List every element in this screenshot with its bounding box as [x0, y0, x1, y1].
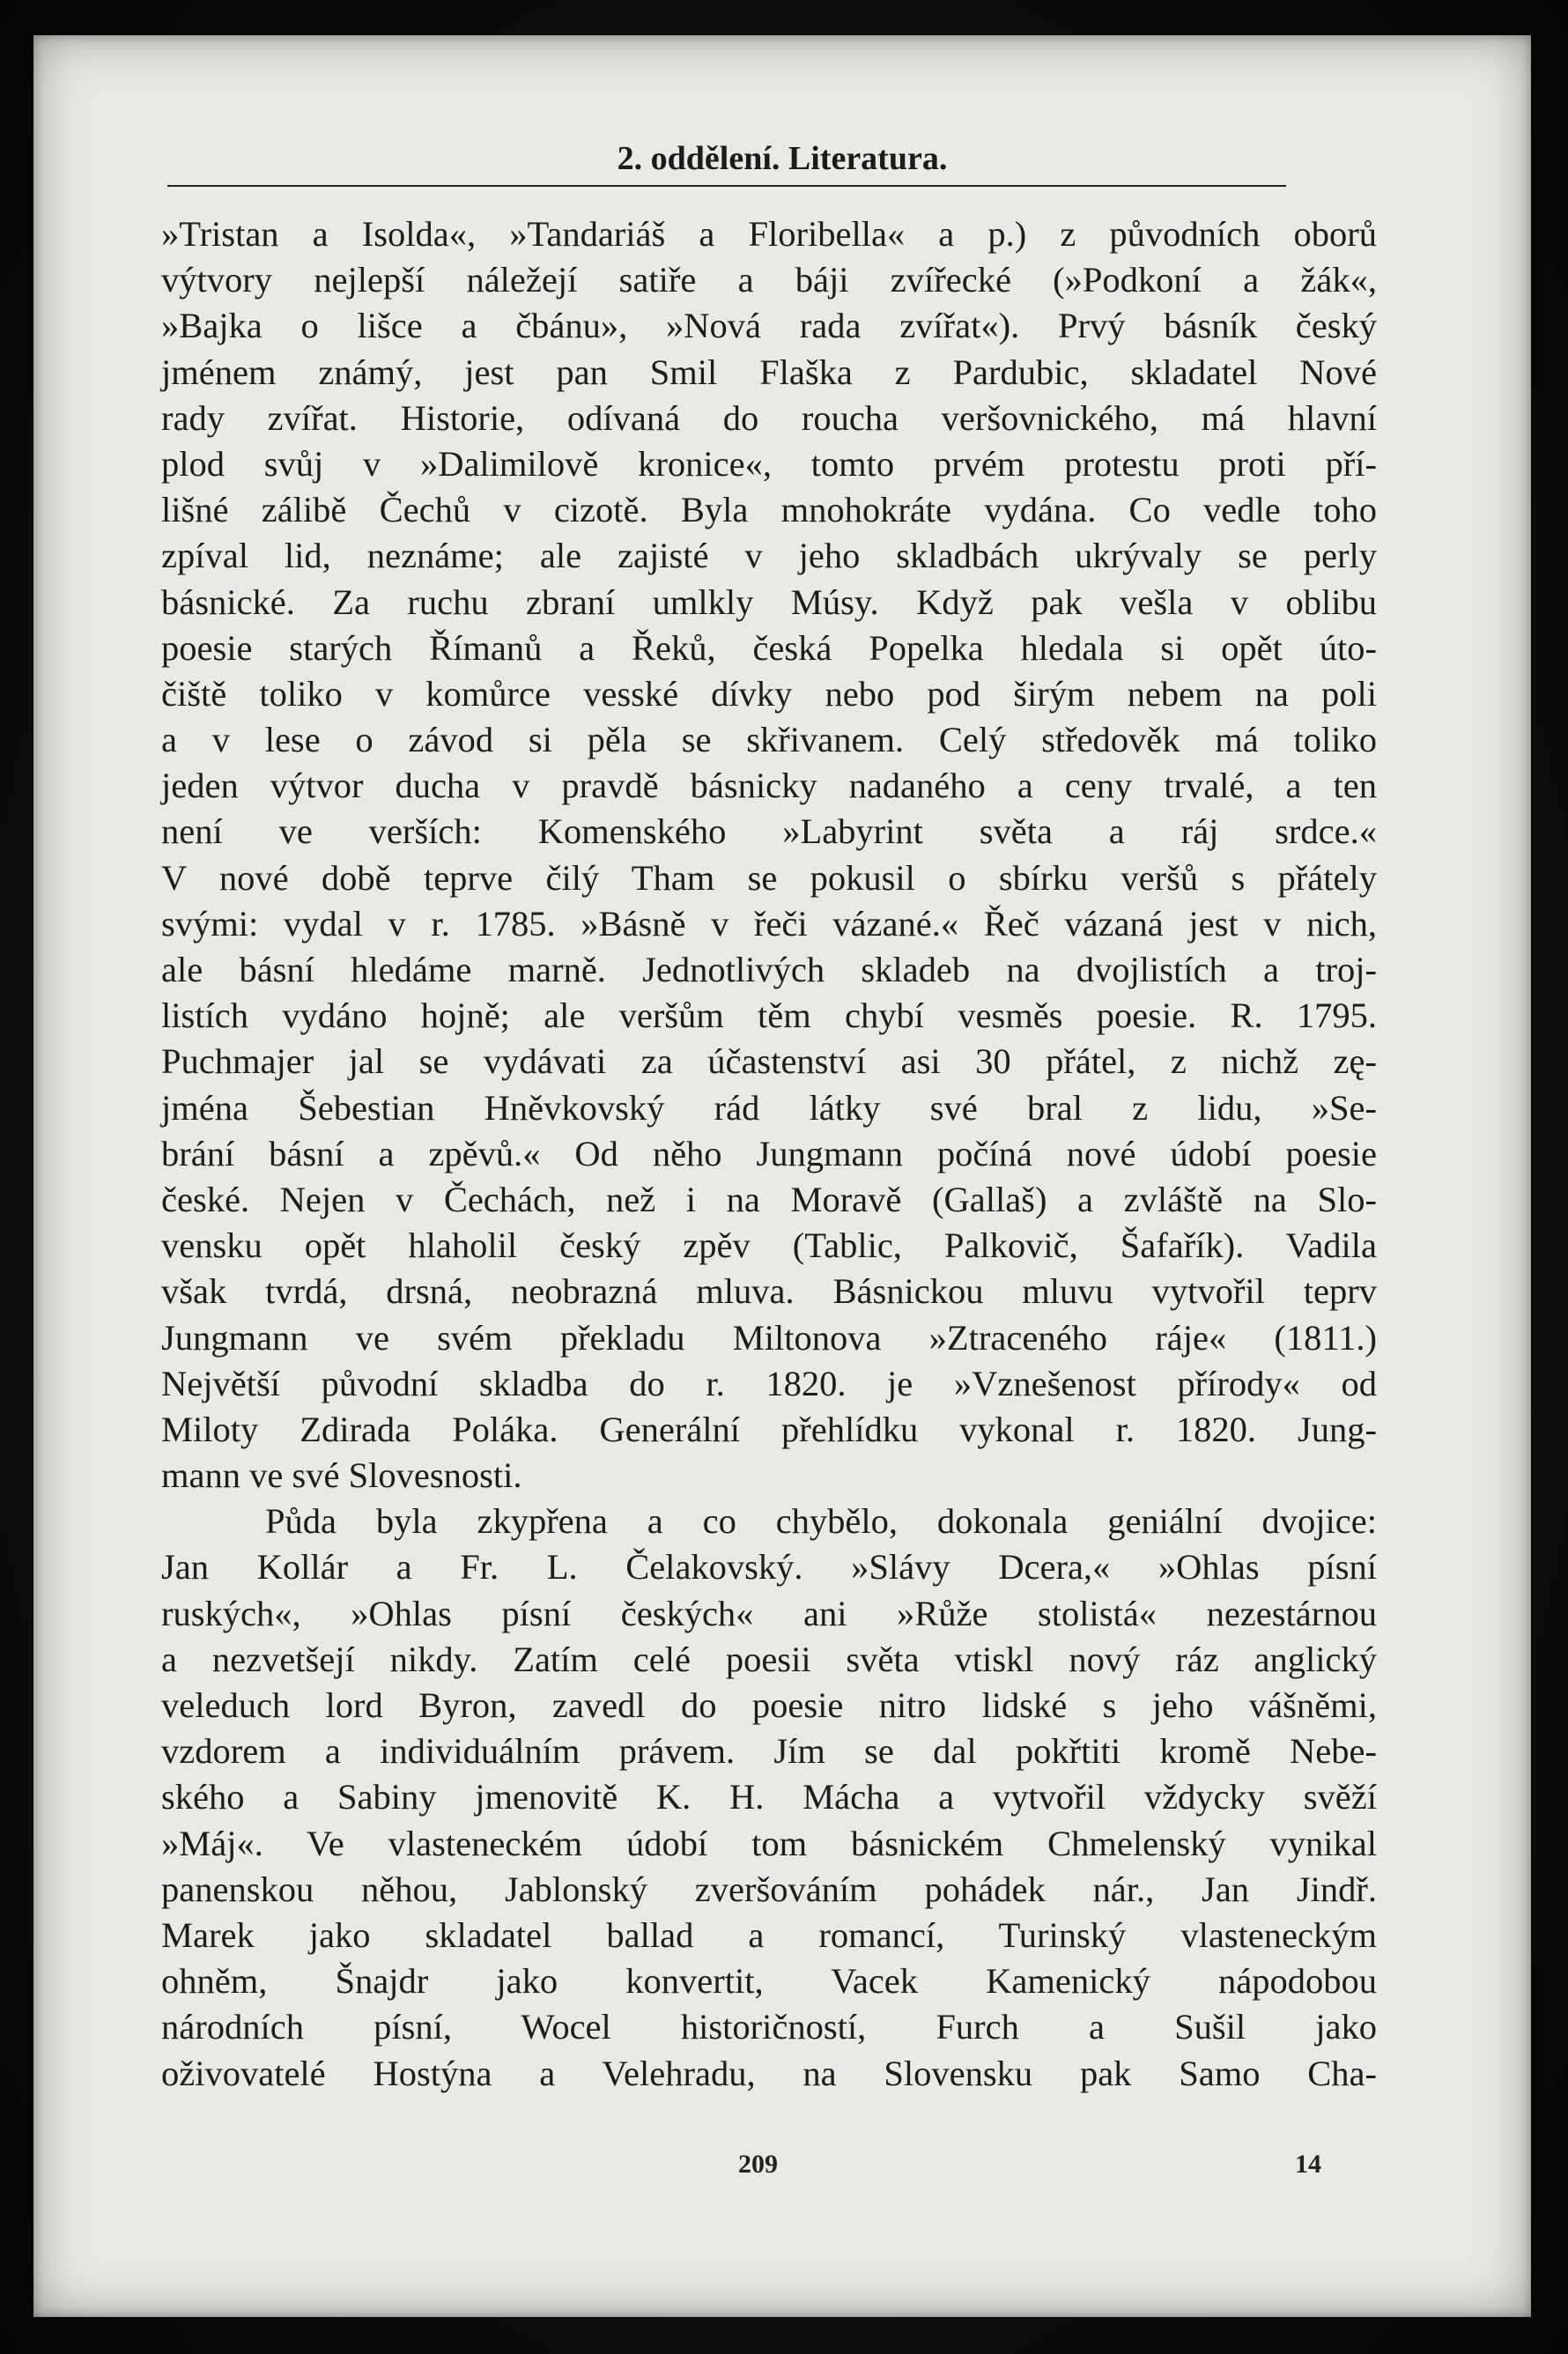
- text-line: ale básní hledáme marně. Jednotlivých skladeb na dvojlistích a troj-: [161, 950, 1377, 989]
- text-line: vensku opět hlaholil český zpěv (Tablic, Palkovič, Šafařík). Vadila: [161, 1225, 1377, 1266]
- text-line: panenskou něhou, Jablonský zveršováním pohádek nár., Jan Jindř.: [161, 1869, 1377, 1909]
- text-line: jeden výtvor ducha v pravdě básnicky nadaného a ceny trvalé, a ten: [161, 766, 1377, 806]
- text-line: ohněm, Šnajdr jako konvertit, Vacek Kamenický nápodobou: [161, 1961, 1377, 2002]
- text-line: ského a Sabiny jmenovitě K. H. Mácha a vytvořil vždycky svěží: [161, 1777, 1377, 1817]
- text-line: svými: vydal v r. 1785. »Básně v řeči vázané.« Řeč vázaná jest v nich,: [161, 903, 1377, 944]
- text-line: básnické. Za ruchu zbraní umlkly Músy. Když pak vešla v oblibu: [161, 581, 1377, 622]
- text-line: jménem známý, jest pan Smil Flaška z Pardubic, skladatel Nové: [161, 352, 1377, 392]
- text-line: Největší původní skladba do r. 1820. je »Vznešenost přírody« od: [161, 1363, 1377, 1403]
- text-line: »Bajka o lišce a čbánu», »Nová rada zvířat«). Prvý básník český: [161, 306, 1377, 346]
- text-line: Půda byla zkypřena a co chybělo, dokonala geniální dvojice:: [265, 1501, 1377, 1542]
- text-line: výtvory nejlepší náležejí satiře a báji zvířecké (»Podkoní a žák«,: [161, 260, 1377, 300]
- book-page: [33, 35, 1531, 2317]
- text-line: veleduch lord Byron, zavedl do poesie nitro lidské s jeho vášněmi,: [161, 1685, 1377, 1725]
- running-header: 2. oddělení. Literatura.: [617, 140, 948, 177]
- text-line: a v lese o závod si pěla se skřivanem. Celý středověk má toliko: [161, 720, 1377, 760]
- text-line: národních písní, Wocel historičností, Furch a Sušil jako: [161, 2007, 1377, 2047]
- text-line: Jan Kollár a Fr. L. Čelakovský. »Slávy Dcera,« »Ohlas písní: [161, 1547, 1377, 1588]
- body-text: [161, 211, 1377, 2097]
- text-line: listích vydáno hojně; ale veršům těm chybí vesměs poesie. R. 1795.: [161, 996, 1377, 1036]
- text-line: brání básní a zpěvů.« Od něho Jungmann počíná nové údobí poesie: [161, 1133, 1377, 1173]
- text-line: »Máj«. Ve vlasteneckém údobí tom básnickém Chmelenský vynikal: [161, 1823, 1377, 1863]
- text-line: plod svůj v »Dalimilově kronice«, tomto prvém protestu proti pří-: [161, 443, 1377, 484]
- text-line: není ve verších: Komenského »Labyrint světa a ráj srdce.«: [161, 811, 1377, 852]
- text-line: rady zvířat. Historie, odívaná do roucha veršovnického, má hlavní: [161, 397, 1377, 438]
- text-line: poesie starých Římanů a Řeků, česká Popelka hledala si opět úto-: [161, 627, 1377, 668]
- text-line: však tvrdá, drsná, neobrazná mluva. Básnickou mluvu vytvořil teprv: [161, 1271, 1377, 1312]
- text-line: V nové době teprve čilý Tham se pokusil o sbírku veršů s přátely: [161, 857, 1377, 898]
- text-line: »Tristan a Isolda«, »Tandariáš a Floribella« a p.) z původních oborů: [161, 214, 1377, 254]
- text-line: mann ve své Slovesnosti.: [161, 1455, 522, 1496]
- text-line: Miloty Zdirada Poláka. Generální přehlídku vykonal r. 1820. Jung-: [161, 1409, 1377, 1449]
- header-rule: [167, 185, 1286, 187]
- text-line: Marek jako skladatel ballad a romancí, Turinský vlasteneckým: [161, 1914, 1377, 1955]
- text-line: lišné zálibě Čechů v cizotě. Byla mnohokráte vydána. Co vedle toho: [161, 490, 1377, 530]
- text-line: jména Šebestian Hněvkovský rád látky své bral z lidu, »Se-: [161, 1087, 1377, 1128]
- text-line: zpíval lid, neznáme; ale zajisté v jeho skladbách ukrývaly se perly: [161, 536, 1377, 576]
- text-line: české. Nejen v Čechách, než i na Moravě (Gallaš) a zvláště na Slo-: [161, 1179, 1377, 1219]
- page-number: 209: [738, 2150, 778, 2179]
- text-line: čiště toliko v komůrce vesské dívky nebo pod širým nebem na poli: [161, 673, 1377, 714]
- text-line: ruských«, »Ohlas písní českých« ani »Růže stolistá« nezestárnou: [161, 1593, 1377, 1633]
- text-line: Jungmann ve svém překladu Miltonova »Ztraceného ráje« (1811.): [161, 1317, 1377, 1358]
- text-line: oživovatelé Hostýna a Velehradu, na Slovensku pak Samo Cha-: [161, 2053, 1377, 2093]
- text-line: vzdorem a individuálním právem. Jím se dal pokřtiti kromě Nebe-: [161, 1731, 1377, 1772]
- text-line: Puchmajer jal se vydávati za účastenství asi 30 přátel, z nichž zę-: [161, 1041, 1377, 1082]
- sheet-signature: 14: [1295, 2150, 1321, 2179]
- text-line: a nezvetšejí nikdy. Zatím celé poesii světa vtiskl nový ráz anglický: [161, 1639, 1377, 1679]
